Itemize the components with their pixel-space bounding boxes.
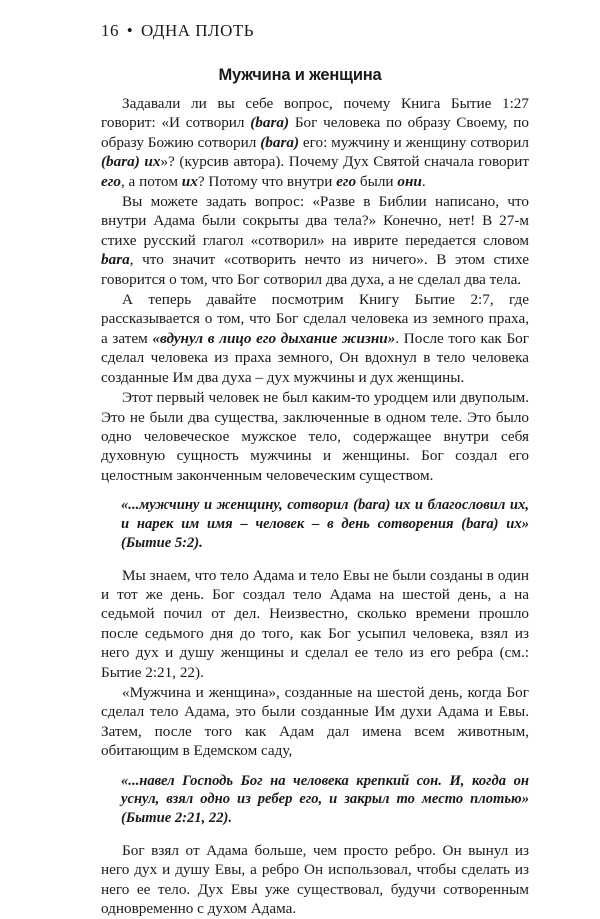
paragraph [101, 290, 529, 387]
text-run: . [421, 172, 426, 190]
text-run: »? (курсив автора). Почему Дух Святой сначала говорит [160, 153, 529, 171]
text-run: Мы знаем, что тело Адама и тело Евы не были созданы в один и тот же день. Бог создал тело Адама на шестой день, а на седьмой почил от дел. Неизвестно, сколько времени прошло после седьмого дня до того, как Бог усыпил человека, взял из него дух и душу женщины и сделал ее тело из его ребра (см.: Бытие 2:21, 22). [101, 566, 529, 681]
emphasis-text: (bara) [260, 133, 300, 151]
text-run: , а потом [120, 172, 182, 190]
paragraph [101, 841, 529, 919]
text-run: «Мужчина и женщина», созданные на шестой день, когда Бог сделал тело Адама, это были созданные Им духи Адама и Евы. Затем, после того как Адам дал имена всем животным, обитающим в Едемском саду, [101, 683, 529, 760]
section-title: Мужчина и женщина [218, 66, 382, 84]
emphasis-text: они [397, 172, 422, 190]
page-number: 16 [101, 21, 119, 40]
paragraph [101, 94, 529, 191]
emphasis-text: их [181, 172, 198, 190]
text-run: , что значит «сотворить нечто из ничего». В этом стихе говорится о том, что Бог сотворил два духа, а не сделал два тела. [101, 251, 529, 288]
header-separator: • [126, 21, 134, 40]
emphasis-text: (bara) [250, 114, 290, 132]
book-title: ОДНА ПЛОТЬ [140, 21, 255, 40]
body-text [101, 94, 529, 919]
paragraph [101, 192, 529, 289]
running-header [101, 21, 254, 41]
text-run: . После того как Бог сделал человека из праха земного, Он вдохнул в тело человека созданные Им два духа – дух мужчины и дух женщины. [101, 329, 529, 386]
text-run: Бог человека по образу Своему, по образу Божию сотворил [101, 114, 529, 151]
text-run: ? Потому что внутри [197, 172, 337, 190]
emphasis-text: его [336, 172, 357, 190]
paragraph [101, 683, 529, 761]
emphasis-text: bara [101, 251, 130, 269]
paragraph [101, 566, 529, 682]
scripture-quote [121, 772, 529, 828]
text-run: его: мужчину и женщину сотворил [299, 133, 529, 151]
emphasis-text: (bara) их [101, 153, 161, 171]
emphasis-text: его [101, 172, 121, 190]
scripture-quote [121, 496, 529, 552]
paragraph [101, 388, 529, 485]
text-run: Этот первый человек не был каким-то уродцем или двуполым. Это не были два существа, заключенные в одном теле. Это было одно человеческое мужское тело, содержащее внутри себя духовную сущность мужчины и женщины. Бог создал его целостным законченным человеческим существом. [101, 389, 529, 484]
emphasis-text: «вдунул в лицо его дыхание жизни» [152, 329, 396, 347]
text-run: Вы можете задать вопрос: «Разве в Библии написано, что внутри Адама были сокрыты два тела?» Конечно, нет! В 27-м стихе русский глагол «сотворил» на иврите передается словом [101, 193, 529, 249]
text-run: Задавали ли вы себе вопрос, почему Книга Бытие 1:27 говорит: «И сотворил [101, 95, 529, 132]
text-run: Бог взял от Адама больше, чем просто ребро. Он вынул из него дух и душу Евы, а ребро Он использовал, чтобы сделать из него ее тело. Дух Евы уже существовал, будучи сотворенным одновременно с духом Адама. [101, 841, 529, 918]
text-run: «...навел Господь Бог на человека крепкий сон. И, когда он уснул, взял одно из ребер его, и закрыл то место плотью» (Бытие 2:21, 22). [121, 772, 529, 827]
text-run: «...мужчину и женщину, сотворил (bara) их и благословил их, и нарек им имя – человек – в день сотворения (bara) их» (Бытие 5:2). [121, 497, 529, 551]
text-run: А теперь давайте посмотрим Книгу Бытие 2:7, где рассказывается о том, что Бог сделал человека из земного праха, а затем [101, 291, 529, 347]
text-run: были [356, 172, 398, 190]
